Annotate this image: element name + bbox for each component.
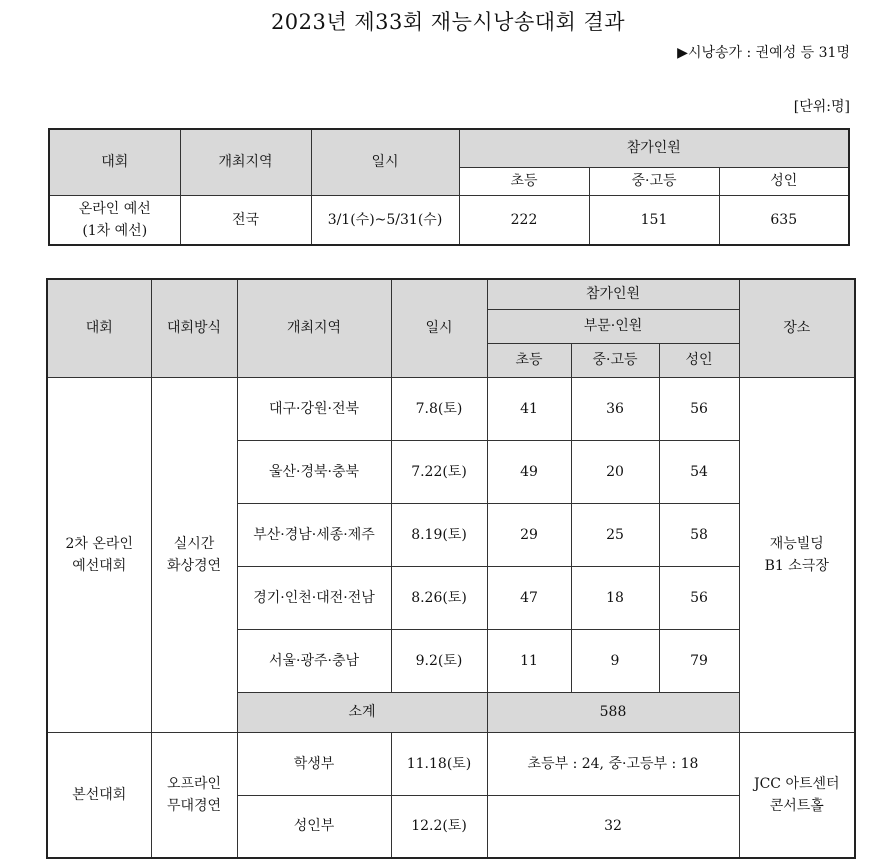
cell-middle-high: 9 <box>571 629 659 692</box>
cell-date: 12.2(토) <box>391 795 487 858</box>
poet-summary: ▶시낭송가 : 권예성 등 31명 <box>677 45 850 61</box>
header-middle-high: 중·고등 <box>571 343 659 377</box>
cell-region: 대구·강원·전북 <box>237 377 391 440</box>
cell-elementary: 11 <box>487 629 571 692</box>
header-method: 대회방식 <box>151 279 237 377</box>
header-date: 일시 <box>391 279 487 377</box>
cell-count: 초등부 : 24, 중·고등부 : 18 <box>487 732 739 795</box>
header-contest: 대회 <box>49 129 180 195</box>
header-date: 일시 <box>311 129 459 195</box>
online-venue: 재능빌딩 B1 소극장 <box>739 377 855 732</box>
header-region: 개최지역 <box>180 129 311 195</box>
cell-elementary: 49 <box>487 440 571 503</box>
header-region: 개최지역 <box>237 279 391 377</box>
cell-adult: 79 <box>659 629 739 692</box>
cell-region: 전국 <box>180 195 311 245</box>
cell-date: 9.2(토) <box>391 629 487 692</box>
header-elementary: 초등 <box>459 167 589 195</box>
cell-division: 성인부 <box>237 795 391 858</box>
cell-middle-high: 25 <box>571 503 659 566</box>
header-adult: 성인 <box>719 167 849 195</box>
cell-date: 7.22(토) <box>391 440 487 503</box>
page-title: 2023년 제33회 재능시낭송대회 결과 <box>270 10 626 34</box>
cell-date: 3/1(수)~5/31(수) <box>311 195 459 245</box>
cell-adult: 56 <box>659 566 739 629</box>
cell-region: 부산·경남·세종·제주 <box>237 503 391 566</box>
final-contest-name: 본선대회 <box>47 732 151 858</box>
cell-date: 8.26(토) <box>391 566 487 629</box>
online-contest-name: 2차 온라인 예선대회 <box>47 377 151 732</box>
cell-elementary: 29 <box>487 503 571 566</box>
cell-count: 32 <box>487 795 739 858</box>
cell-adult: 56 <box>659 377 739 440</box>
cell-adult: 58 <box>659 503 739 566</box>
cell-adult: 54 <box>659 440 739 503</box>
header-venue: 장소 <box>739 279 855 377</box>
cell-date: 7.8(토) <box>391 377 487 440</box>
header-adult: 성인 <box>659 343 739 377</box>
header-division: 부문·인원 <box>487 309 739 343</box>
table-row <box>47 732 855 795</box>
subtotal-value: 588 <box>487 692 739 732</box>
online-method: 실시간 화상경연 <box>151 377 237 732</box>
cell-division: 학생부 <box>237 732 391 795</box>
unit-label: [단위:명] <box>793 99 850 115</box>
cell-date: 8.19(토) <box>391 503 487 566</box>
cell-middle-high: 36 <box>571 377 659 440</box>
cell-middle-high: 20 <box>571 440 659 503</box>
table-row <box>47 377 855 440</box>
cell-contest: 온라인 예선 (1차 예선) <box>49 195 180 245</box>
final-method: 오프라인 무대경연 <box>151 732 237 858</box>
header-participants: 참가인원 <box>459 129 849 167</box>
cell-middle-high: 151 <box>589 195 719 245</box>
subtotal-label: 소계 <box>237 692 487 732</box>
header-participants: 참가인원 <box>487 279 739 309</box>
cell-elementary: 222 <box>459 195 589 245</box>
cell-date: 11.18(토) <box>391 732 487 795</box>
header-middle-high: 중·고등 <box>589 167 719 195</box>
final-venue: JCC 아트센터 콘서트홀 <box>739 732 855 858</box>
cell-elementary: 41 <box>487 377 571 440</box>
cell-adult: 635 <box>719 195 849 245</box>
header-contest: 대회 <box>47 279 151 377</box>
cell-region: 울산·경북·충북 <box>237 440 391 503</box>
main-table <box>46 278 856 859</box>
header-elementary: 초등 <box>487 343 571 377</box>
cell-middle-high: 18 <box>571 566 659 629</box>
preliminary-table <box>48 128 850 246</box>
cell-elementary: 47 <box>487 566 571 629</box>
cell-region: 서울·광주·충남 <box>237 629 391 692</box>
cell-region: 경기·인천·대전·전남 <box>237 566 391 629</box>
